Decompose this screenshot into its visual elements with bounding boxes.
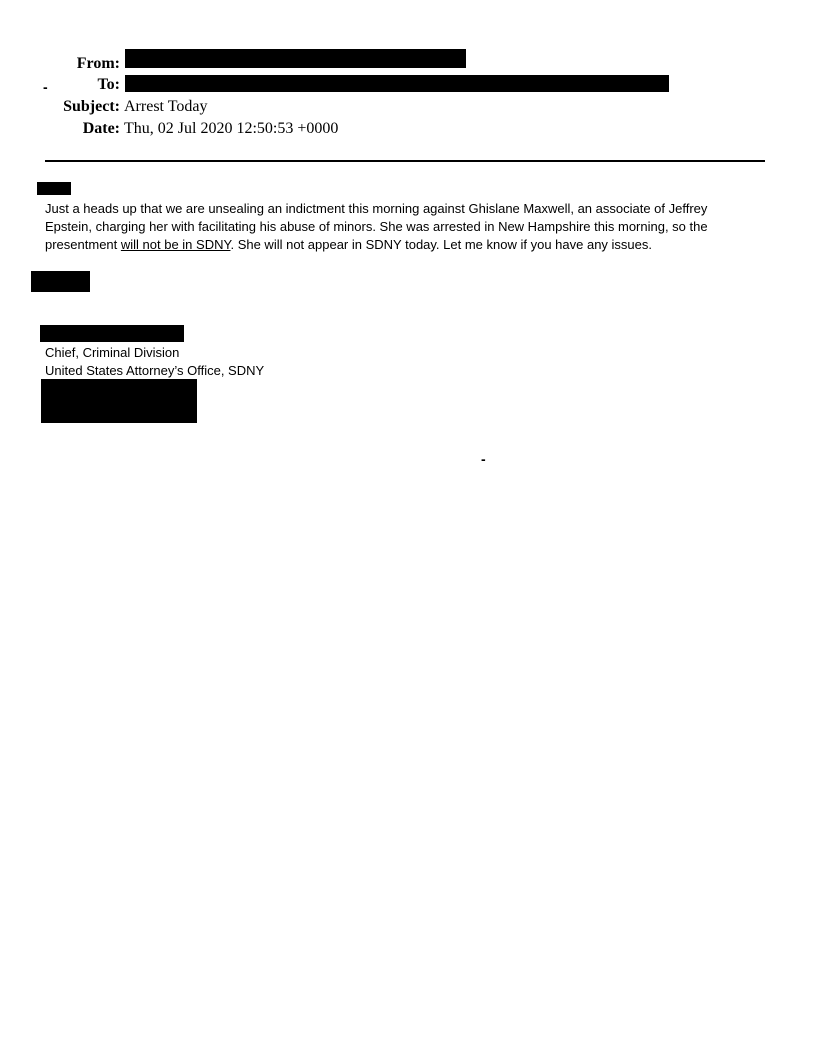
body-line-3-underlined: will not be in SDNY: [120, 237, 231, 252]
body-line-1: Just a heads up that we are unsealing an indictment this morning against Ghislane Maxwell, an associate of Jeffrey: [45, 201, 708, 216]
from-redaction: [125, 49, 466, 68]
body-line-2: Epstein, charging her with facilitating his abuse of minors. She was arrested in New Hampshire this morning, so the: [45, 219, 708, 234]
date-value: Thu, 02 Jul 2020 12:50:53 +0000: [124, 120, 339, 137]
body-line-3: [45, 236, 652, 254]
closing-redaction: [31, 271, 90, 292]
subject-value: Arrest Today: [124, 98, 208, 115]
signature-office: United States Attorney’s Office, SDNY: [45, 363, 265, 378]
subject-label: Subject:: [63, 98, 120, 115]
header-divider: [45, 160, 765, 162]
greeting-redaction: [37, 182, 71, 195]
body-line-3-prefix: presentment: [45, 237, 121, 252]
signature-contact-redaction: [41, 379, 197, 423]
margin-dash-mark: -: [43, 79, 48, 95]
to-redaction: [125, 75, 669, 92]
page-dash-mark: -: [481, 451, 486, 467]
from-label: From:: [76, 55, 120, 72]
body-line-3-suffix: . She will not appear in SDNY today. Let me know if you have any issues.: [230, 237, 652, 252]
signature-name-redaction: [40, 325, 184, 342]
to-label: To:: [97, 76, 120, 93]
date-label: Date:: [82, 120, 120, 137]
signature-title: Chief, Criminal Division: [45, 345, 180, 360]
